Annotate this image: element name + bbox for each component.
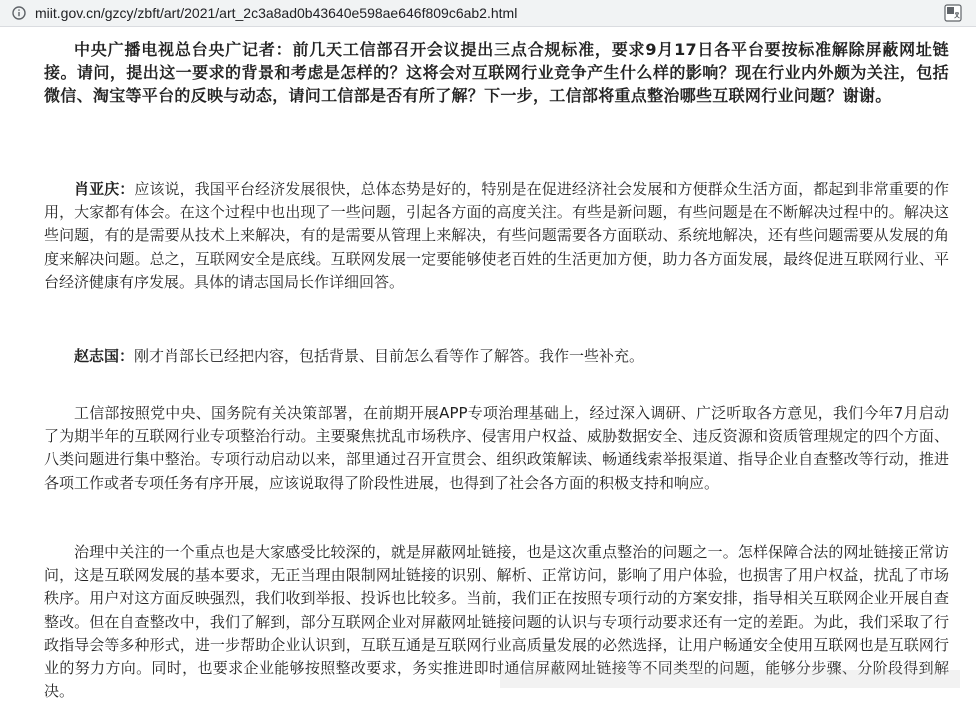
- answer-text: 应该说，我国平台经济发展很快，总体态势是好的，特别是在促进经济社会发展和方便群众生活方面，都起到非常重要的作用，大家都有体会。在这个过程中也出现了一些问题，引起各方面的高度关注。有些是新问题，有些问题是在不断解决过程中的。解决这些问题，有的是需要从技术上来解决，有的是需要从管理上来解决，有些问题需要各方面联动、系统地解决，还有些问题需要从发展的角度来解决问题。总之，互联网安全是底线。互联网发展一定要能够使老百姓的生活更加方便，助力各方面发展，最终促进互联网行业、平台经济健康有序发展。具体的请志国局长作详细回答。: [44, 180, 949, 291]
- url-text[interactable]: miit.gov.cn/gzcy/zbft/art/2021/art_2c3a8ad0b43640e598ae646f809c6ab2.html: [35, 5, 518, 21]
- paragraph-special-rectification: 工信部按照党中央、国务院有关决策部署，在前期开展APP专项治理基础上，经过深入调研、广泛听取各方意见，我们今年7月启动了为期半年的互联网行业专项整治行动。主要聚焦扰乱市场秩序、侵害用户权益、威胁数据安全、违反资源和资质管理规定的四个方面、八类问题进行集中整治。专项行动启动以来，部里通过召开宣贯会、组织政策解读、畅通线索举报渠道、指导企业自查整改等行动，推进各项工作或者专项任务有序开展，应该说取得了阶段性进展，也得到了社会各方面的积极支持和响应。: [44, 404, 949, 492]
- answer-text: 刚才肖部长已经把内容，包括背景、目前怎么看等作了解答。我作一些补充。: [134, 347, 645, 365]
- translate-icon[interactable]: [944, 4, 962, 22]
- speaker-name: 肖亚庆：: [74, 180, 135, 198]
- speaker-name: 赵志国：: [74, 347, 135, 365]
- site-info-icon[interactable]: [12, 6, 26, 20]
- answer-zhao-zhiguo: [44, 345, 949, 368]
- answer-xiao-yaqing: [44, 178, 949, 294]
- browser-address-bar[interactable]: [0, 0, 976, 27]
- paragraph-link-blocking: 治理中关注的一个重点也是大家感受比较深的，就是屏蔽网址链接，也是这次重点整治的问题之一。怎样保障合法的网址链接正常访问，这是互联网发展的基本要求，无正当理由限制网址链接的识别、解析、正常访问，影响了用户体验，也损害了用户权益，扰乱了市场秩序。用户对这方面反映强烈，我们收到举报、投诉也比较多。当前，我们正在按照专项行动的方案安排，指导相关互联网企业开展自查整改。但在自查整改中，我们了解到，部分互联网企业对屏蔽网址链接问题的认识与专项行动要求还有一定的差距。为此，我们采取了行政指导会等多种形式，进一步帮助企业认识到，互联互通是互联网行业高质量发展的必然选择，让用户畅通安全使用互联网也是互联网行业的努力方向。同时，也要求企业能够按照整改要求，务实推进即时通信屏蔽网址链接等不同类型的问题，能够分步骤、分阶段得到解决。: [44, 543, 949, 701]
- article-content: [0, 27, 976, 727]
- reporter-question: 中央广播电视总台央广记者：前几天工信部召开会议提出三点合规标准，要求9月17日各平台要按标准解除屏蔽网址链接。请问，提出这一要求的背景和考虑是怎样的？这将会对互联网行业竞争产生什么样的影响？现在行业内外颇为关注，包括微信、淘宝等平台的反映与动态，请问工信部是否有所了解？下一步，工信部将重点整治哪些互联网行业问题？谢谢。: [44, 40, 949, 106]
